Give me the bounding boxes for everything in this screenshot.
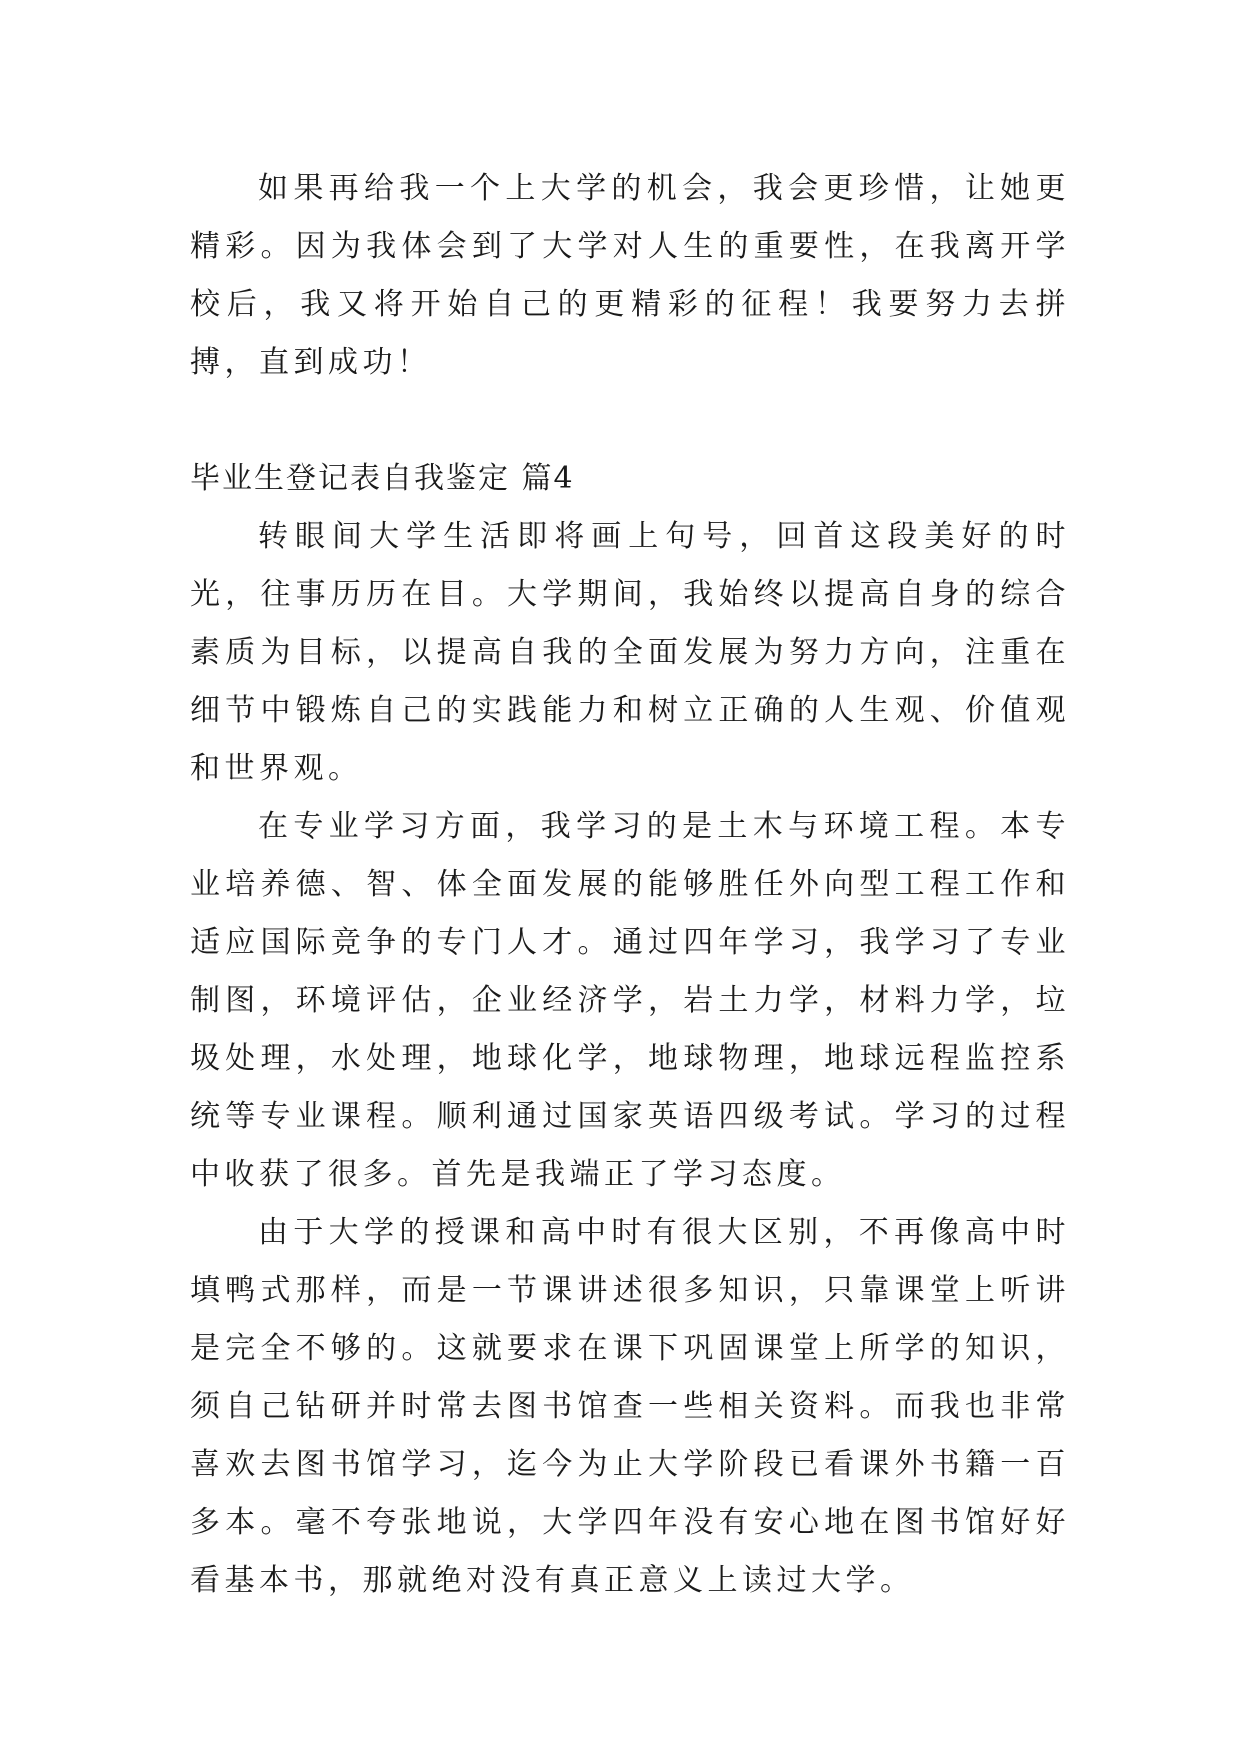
body-paragraph-3: 由于大学的授课和高中时有很大区别，不再像高中时填鸭式那样，而是一节课讲述很多知识，只靠课堂上听讲是完全不够的。这就要求在课下巩固课堂上所学的知识，须自己钻研并时常去图书馆查一些相关资料。而我也非常喜欢去图书馆学习，迄今为止大学阶段已看课外书籍一百多本。毫不夸张地说，大学四年没有安心地在图书馆好好看基本书，那就绝对没有真正意义上读过大学。 <box>190 1215 1070 1598</box>
body-paragraph-1: 转眼间大学生活即将画上句号，回首这段美好的时光，往事历历在目。大学期间，我始终以提高自身的综合素质为目标，以提高自我的全面发展为努力方向，注重在细节中锻炼自己的实践能力和树立正确的人生观、价值观和世界观。 <box>190 519 1070 786</box>
body-paragraph-2: 在专业学习方面，我学习的是土木与环境工程。本专业培养德、智、体全面发展的能够胜任外向型工程工作和适应国际竞争的专门人才。通过四年学习，我学习了专业制图，环境评估，企业经济学，岩土力学，材料力学，垃圾处理，水处理，地球化学，地球物理，地球远程监控系统等专业课程。顺利通过国家英语四级考试。学习的过程中收获了很多。首先是我端正了学习态度。 <box>190 809 1070 1192</box>
section-spacer <box>190 392 1070 450</box>
section-title: 毕业生登记表自我鉴定 篇4 <box>190 461 575 496</box>
intro-paragraph: 如果再给我一个上大学的机会，我会更珍惜，让她更精彩。因为我体会到了大学对人生的重要性，在我离开学校后，我又将开始自己的更精彩的征程！我要努力去拼搏，直到成功！ <box>190 171 1070 380</box>
document-body <box>190 160 1070 1610</box>
